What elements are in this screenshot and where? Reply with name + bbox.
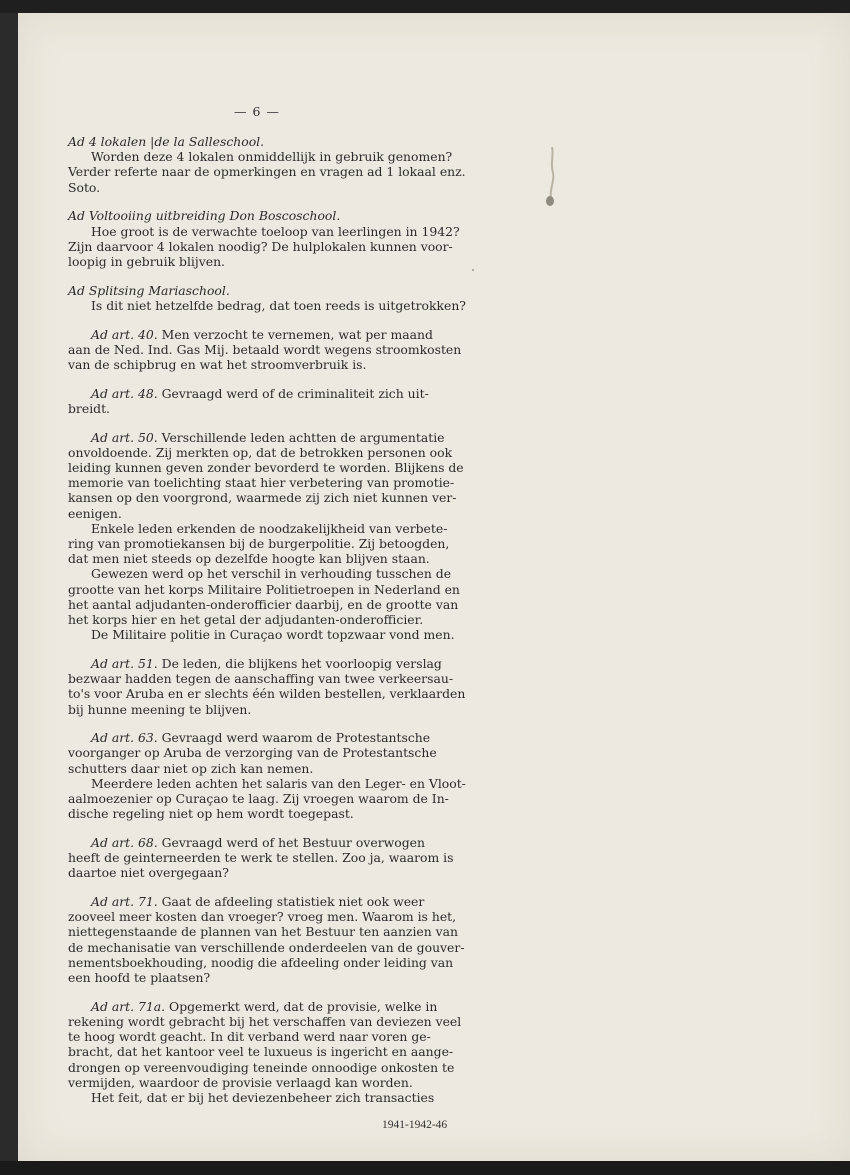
text-line: Ad art. 68. Gevraagd werd of het Bestuur overwogen	[91, 834, 425, 850]
text-line: Worden deze 4 lokalen onmiddellijk in gebruik genomen?	[91, 149, 453, 165]
text-line: Hoe groot is de verwachte toeloop van leerlingen in 1942?	[91, 223, 460, 239]
section-art68	[68, 834, 454, 881]
article-label: Ad art. 71a.	[91, 998, 170, 1014]
section-boscoschool	[68, 208, 460, 269]
text-line: memorie van toelichting staat hier verbetering van promotie-	[68, 475, 455, 491]
text-line: voorganger op Aruba de verzorging van de Protestantsche	[68, 745, 437, 761]
text-line: Ad art. 50. Verschillende leden achtten de argumentatie	[91, 429, 445, 445]
article-label: Ad art. 48.	[91, 385, 162, 401]
text-line: Ad art. 71a. Opgemerkt werd, dat de provisie, welke in	[91, 998, 438, 1014]
section-salleschool	[68, 134, 466, 195]
section-heading: Ad Voltooiing uitbreiding Don Boscoschool.	[68, 208, 341, 224]
text-line: Enkele leden erkenden de noodzakelijkheid van verbete-	[91, 520, 448, 536]
text-line: bracht, dat het kantoor veel te luxueus is ingericht en aange-	[68, 1044, 454, 1060]
text-line: eenigen.	[68, 505, 122, 521]
text-line: bij hunne meening te blijven.	[68, 701, 252, 717]
text-line: Zijn daarvoor 4 lokalen noodig? De hulplokalen kunnen voor-	[68, 238, 453, 254]
text-line: te hoog wordt geacht. In dit verband werd naar voren ge-	[68, 1029, 431, 1045]
text-line: De Militaire politie in Curaçao wordt topzwaar vond men.	[91, 627, 455, 643]
text-line: grootte van het korps Militaire Politietroepen in Nederland en	[68, 581, 460, 597]
text-line: van de schipbrug en wat het stroomverbruik is.	[68, 356, 367, 372]
article-label: Ad art. 51.	[91, 655, 162, 671]
article-label: Ad art. 71.	[91, 894, 162, 910]
text-line: leiding kunnen geven zonder bevorderd te worden. Blijkens de	[68, 459, 464, 475]
text-line: Het feit, dat er bij het deviezenbeheer zich transacties	[91, 1089, 435, 1105]
text-line: loopig in gebruik blijven.	[68, 253, 225, 269]
text-line: breidt.	[68, 400, 110, 416]
text-line: onvoldoende. Zij merkten op, dat de betrokken personen ook	[68, 444, 453, 460]
section-art63	[68, 730, 466, 822]
text-line: ring van promotiekansen bij de burgerpolitie. Zij betoogden,	[68, 535, 450, 551]
article-label: Ad art. 68.	[91, 834, 162, 850]
text-line: Gewezen werd op het verschil in verhouding tusschen de	[91, 566, 452, 582]
scan-bottom-edge	[0, 1161, 850, 1175]
text-line: nementsboekhouding, noodig die afdeeling onder leiding van	[68, 954, 454, 970]
text-line: Ad art. 63. Gevraagd werd waarom de Protestantsche	[91, 730, 431, 746]
article-label: Ad art. 50.	[91, 429, 162, 445]
paper-speck	[472, 269, 474, 271]
text-line: een hoofd te plaatsen?	[68, 970, 211, 986]
scan-top-edge	[0, 0, 850, 13]
text-line: de mechanisatie van verschillende onderdeelen van de gouver-	[68, 939, 465, 955]
text-line: Is dit niet hetzelfde bedrag, dat toen reeds is uitgetrokken?	[91, 297, 466, 313]
section-art50	[68, 429, 464, 643]
footer-reference: 1941-1942-46	[382, 1119, 448, 1131]
section-art48	[68, 386, 448, 416]
text-line: vermijden, waardoor de provisie verlaagd kan worden.	[68, 1074, 413, 1090]
paper-stain	[538, 145, 560, 207]
text-line: het korps hier en het getal der adjudanten-onderofficier.	[68, 611, 424, 627]
text-line: Ad art. 51. De leden, die blijkens het voorloopig verslag	[91, 655, 442, 671]
text-line: Meerdere leden achten het salaris van den Leger- en Vloot-	[91, 775, 466, 791]
text-line: Soto.	[68, 179, 101, 195]
text-line: Ad art. 48. Gevraagd werd of de criminaliteit zich uit-	[91, 385, 429, 401]
article-label: Ad art. 63.	[91, 730, 162, 746]
text-line: aalmoezenier op Curaçao te laag. Zij vroegen waarom de In-	[68, 791, 449, 807]
text-line: to's voor Aruba en er slechts één wilden bestellen, verklaarden	[68, 686, 466, 702]
section-art71	[68, 894, 465, 986]
text-line: schutters daar niet op zich kan nemen.	[68, 760, 314, 776]
section-mariaschool	[68, 282, 466, 313]
text-line: kansen op den voorgrond, waarmede zij zich niet kunnen ver-	[68, 490, 457, 506]
text-line: heeft de geinterneerden te werk te stellen. Zoo ja, waarom is	[68, 850, 454, 866]
article-label: Ad art. 40.	[91, 326, 162, 342]
text-line: rekening wordt gebracht bij het verschaffen van deviezen veel	[68, 1013, 462, 1029]
text-line: dat men niet steeds op dezelfde hoogte kan blijven staan.	[68, 551, 430, 567]
text-line: dische regeling niet op hem wordt toegepast.	[68, 806, 354, 822]
text-line: Verder referte naar de opmerkingen en vragen ad 1 lokaal enz.	[68, 164, 466, 180]
text-line: drongen op vereenvoudiging teneinde onnoodige onkosten te	[68, 1059, 455, 1075]
section-art71a	[68, 998, 462, 1105]
section-art40	[68, 326, 462, 373]
section-art51	[68, 655, 466, 717]
text-line: Ad art. 71. Gaat de afdeeling statistiek niet ook weer	[91, 894, 425, 910]
section-heading: Ad Splitsing Mariaschool.	[68, 282, 230, 298]
text-line: zooveel meer kosten dan vroeger? vroeg men. Waarom is het,	[68, 909, 457, 925]
text-line: het aantal adjudanten-onderofficier daarbij, en de grootte van	[68, 596, 459, 612]
section-heading: Ad 4 lokalen |de la Salleschool.	[68, 134, 265, 149]
text-line: niettegenstaande de plannen van het Bestuur ten aanzien van	[68, 924, 459, 940]
text-line: bezwaar hadden tegen de aanschaffing van twee verkeersau-	[68, 671, 454, 687]
text-line: aan de Ned. Ind. Gas Mij. betaald wordt wegens stroomkosten	[68, 341, 462, 357]
text-line: Ad art. 40. Men verzocht te vernemen, wat per maand	[91, 326, 433, 342]
page-number: — 6 —	[234, 104, 280, 119]
document-body	[68, 134, 466, 1119]
text-line: daartoe niet overgegaan?	[68, 865, 229, 881]
